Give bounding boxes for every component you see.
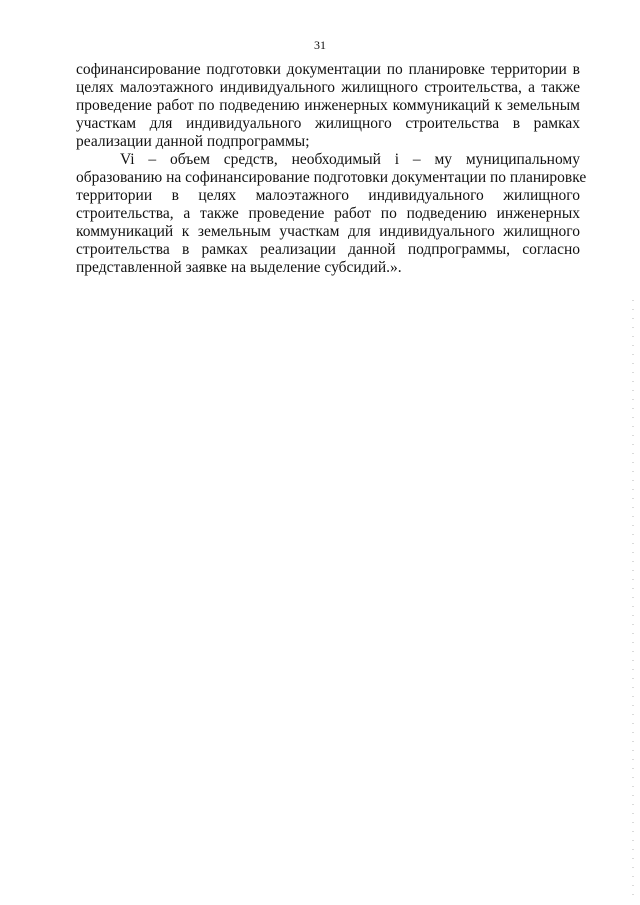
text-line: Vi – объем средств, необходимый i – му муниципальному xyxy=(120,151,580,168)
text-line: образованию на софинансирование подготовки документации по планировке xyxy=(76,169,587,186)
paragraph-1 xyxy=(76,61,580,151)
scan-edge-marks xyxy=(632,300,634,900)
text-line: коммуникаций к земельным участкам для индивидуального жилищного xyxy=(76,223,580,240)
text-line: целях малоэтажного индивидуального жилищного строительства, а также xyxy=(76,79,580,96)
paragraph-2 xyxy=(76,151,587,277)
text-line: реализации данной подпрограммы; xyxy=(76,133,310,150)
text-line: территории в целях малоэтажного индивидуального жилищного xyxy=(76,187,580,204)
text-line: софинансирование подготовки документации по планировке территории в xyxy=(76,61,580,78)
body-text xyxy=(76,61,587,277)
page-number: 31 xyxy=(314,38,326,52)
text-line: строительства в рамках реализации данной подпрограммы, согласно xyxy=(76,241,580,258)
text-line: строительства, а также проведение работ по подведению инженерных xyxy=(76,205,580,222)
text-line: представленной заявке на выделение субсидий.». xyxy=(76,259,402,276)
text-line: участкам для индивидуального жилищного строительства в рамках xyxy=(76,115,580,132)
text-line: проведение работ по подведению инженерных коммуникаций к земельным xyxy=(76,97,580,114)
